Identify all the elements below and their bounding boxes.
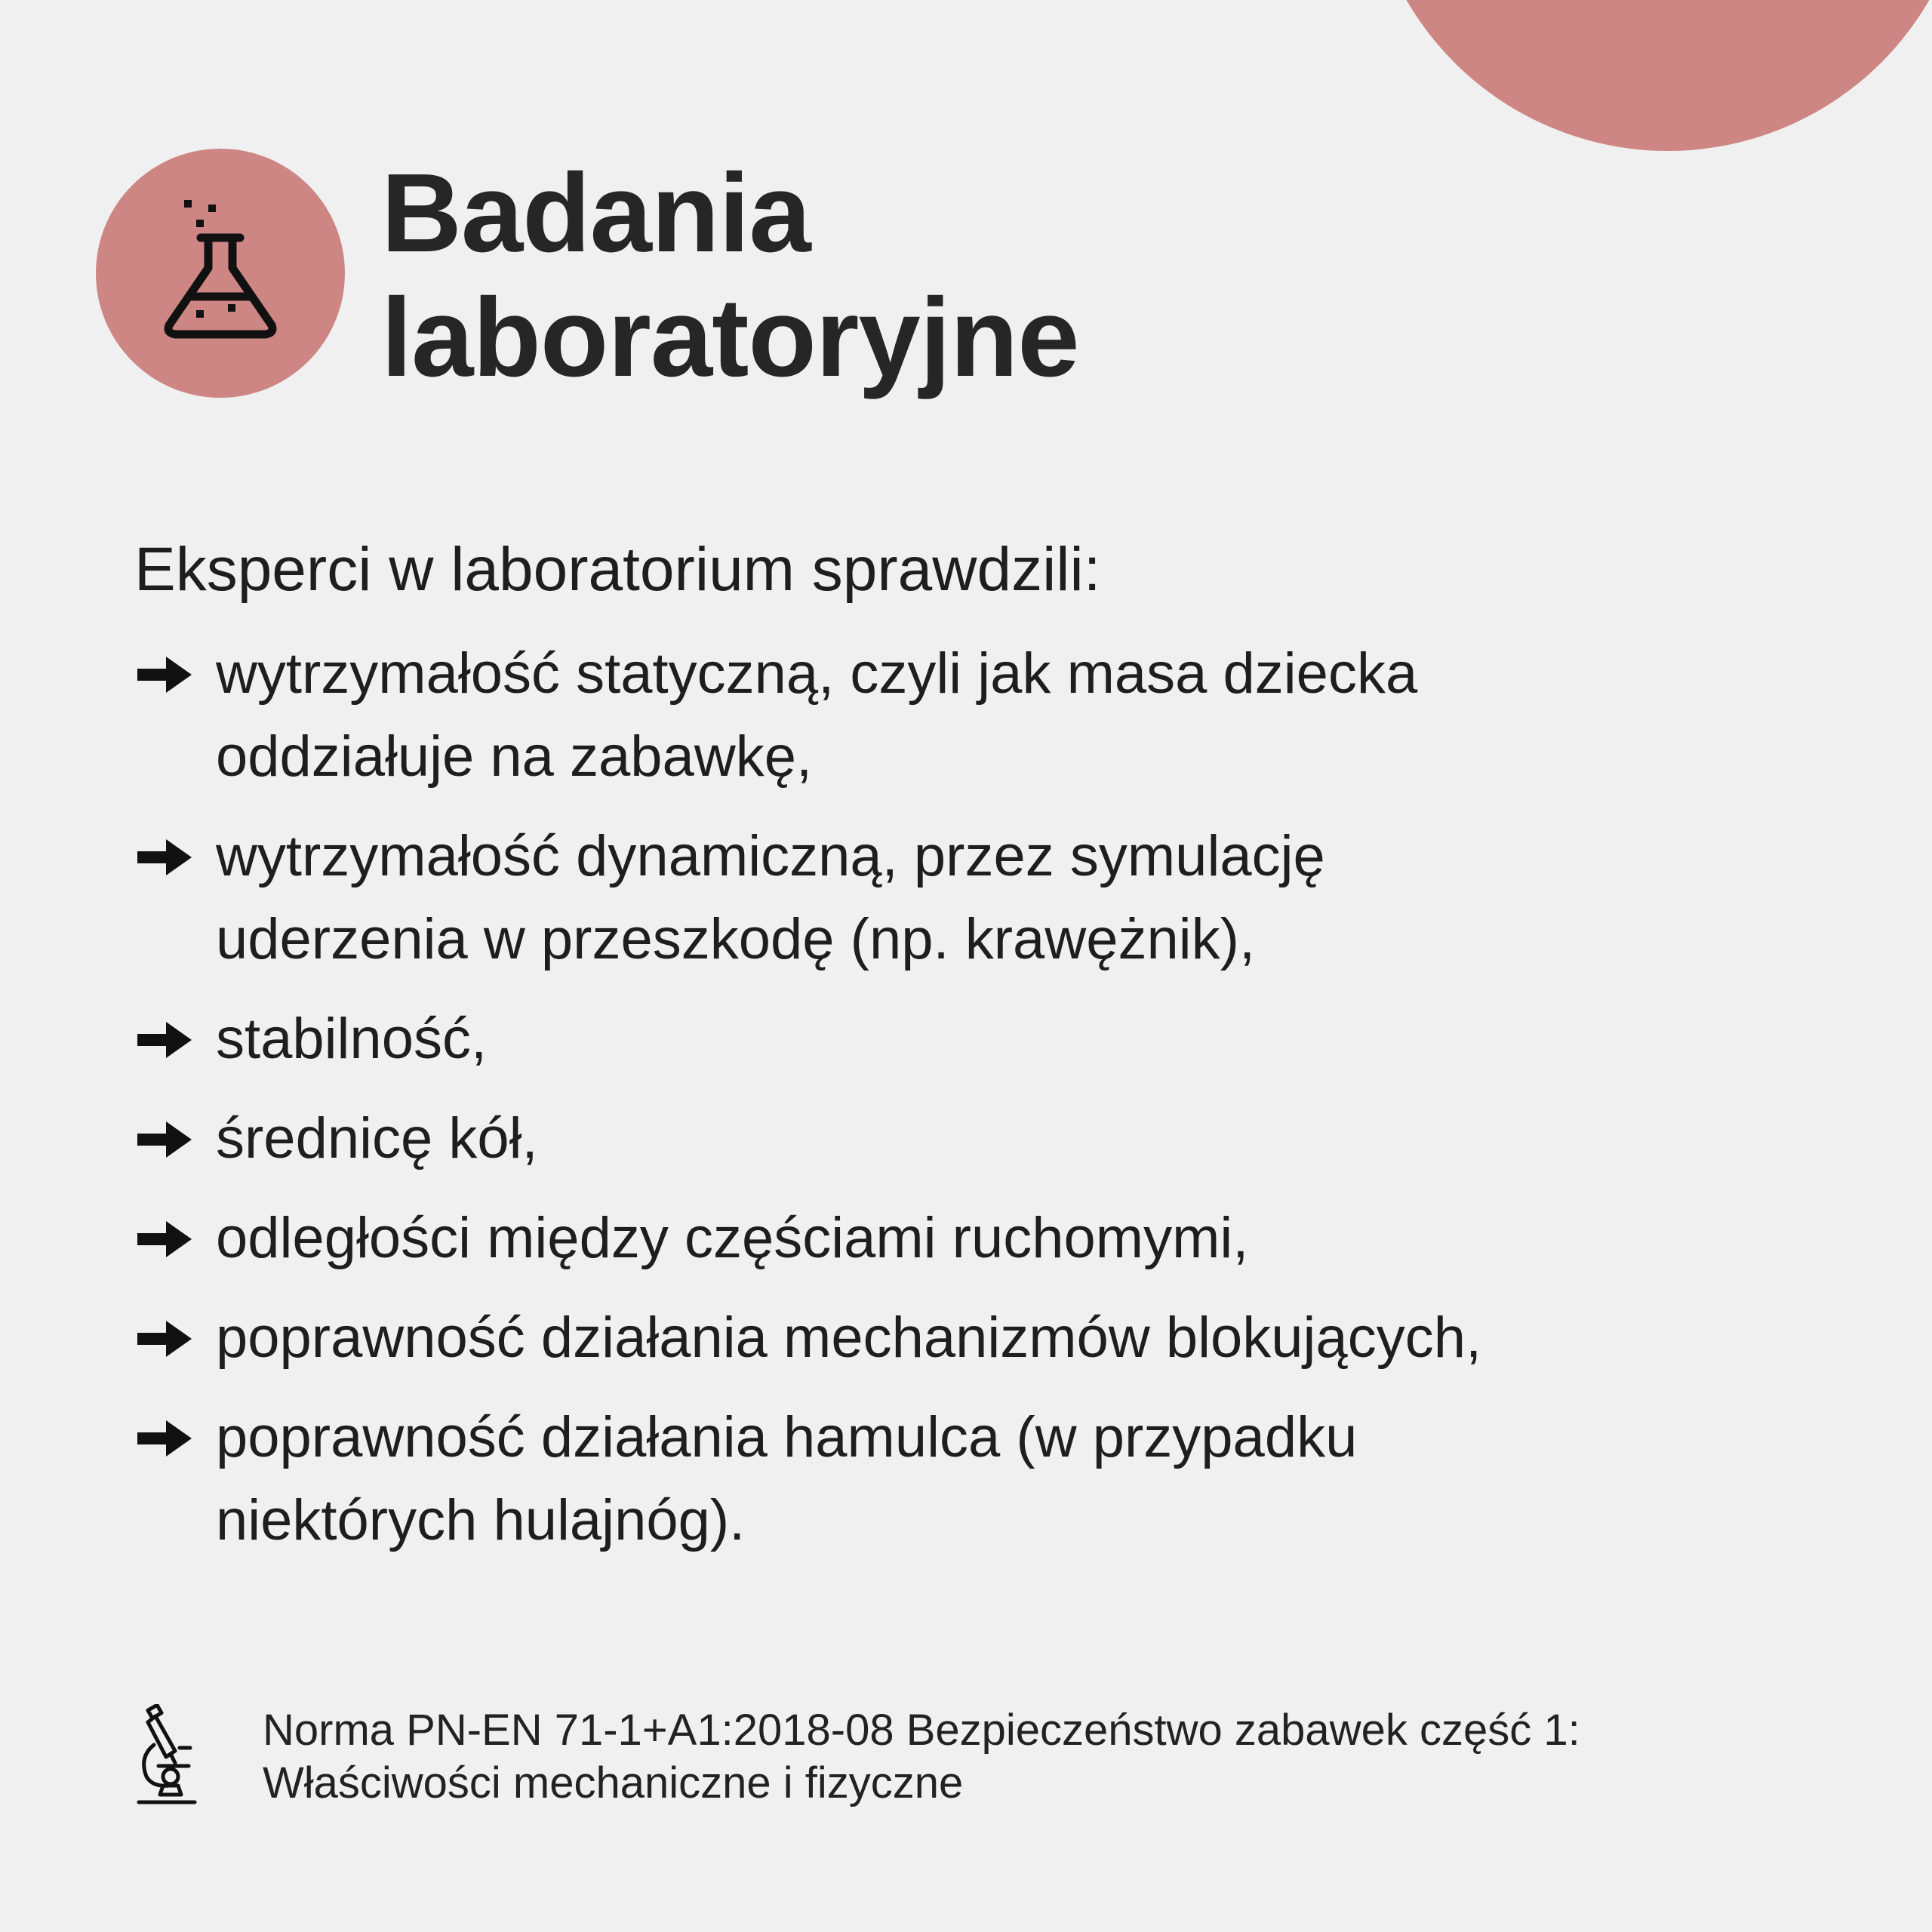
list-item-line-1: wytrzymałość statyczną, czyli jak masa dziecka	[216, 641, 1418, 706]
list-item	[134, 632, 1870, 798]
list-item	[134, 1297, 1870, 1380]
list-item	[134, 1097, 1870, 1180]
title-line-1: Badania	[381, 151, 811, 275]
arrow-right-icon	[134, 1017, 195, 1063]
page-title	[381, 151, 1079, 400]
arrow-right-icon	[134, 1117, 195, 1162]
list-item-line-2: oddziałuje na zabawkę,	[216, 724, 813, 789]
footer-source	[136, 1704, 1872, 1817]
footer-line-2: Właściwości mechaniczne i fizyczne	[263, 1758, 964, 1807]
list-item-line-1: poprawność działania mechanizmów blokujących,	[216, 1306, 1482, 1370]
arrow-right-icon	[134, 1217, 195, 1262]
list-item-line-2: niektórych hulajnóg).	[216, 1488, 746, 1552]
footer-text	[263, 1704, 1580, 1810]
list-item-line-1: stabilność,	[216, 1007, 488, 1071]
checked-items-list	[134, 632, 1870, 1562]
flask-icon	[160, 195, 281, 346]
list-item	[134, 1396, 1870, 1562]
decorative-corner-circle	[1366, 0, 1932, 151]
arrow-right-icon	[134, 1316, 195, 1361]
intro-text: Eksperci w laboratorium sprawdzili:	[134, 535, 1101, 604]
arrow-right-icon	[134, 835, 195, 880]
list-item-line-2: uderzenia w przeszkodę (np. krawężnik),	[216, 907, 1256, 971]
arrow-right-icon	[134, 652, 195, 697]
footer-line-1: Norma PN-EN 71-1+A1:2018-08 Bezpieczeństwo zabawek część 1:	[263, 1706, 1580, 1755]
list-item-line-1: odległości między częściami ruchomymi,	[216, 1206, 1249, 1270]
arrow-right-icon	[134, 1416, 195, 1461]
list-item	[134, 998, 1870, 1081]
list-item-line-1: wytrzymałość dynamiczną, przez symulację	[216, 824, 1325, 888]
title-badge	[96, 149, 345, 398]
list-item-line-1: poprawność działania hamulca (w przypadku	[216, 1405, 1358, 1469]
list-item	[134, 815, 1870, 981]
microscope-icon	[136, 1704, 198, 1807]
list-item	[134, 1197, 1870, 1280]
title-line-2: laboratoryjne	[381, 275, 1079, 400]
list-item-line-1: średnicę kół,	[216, 1106, 538, 1171]
